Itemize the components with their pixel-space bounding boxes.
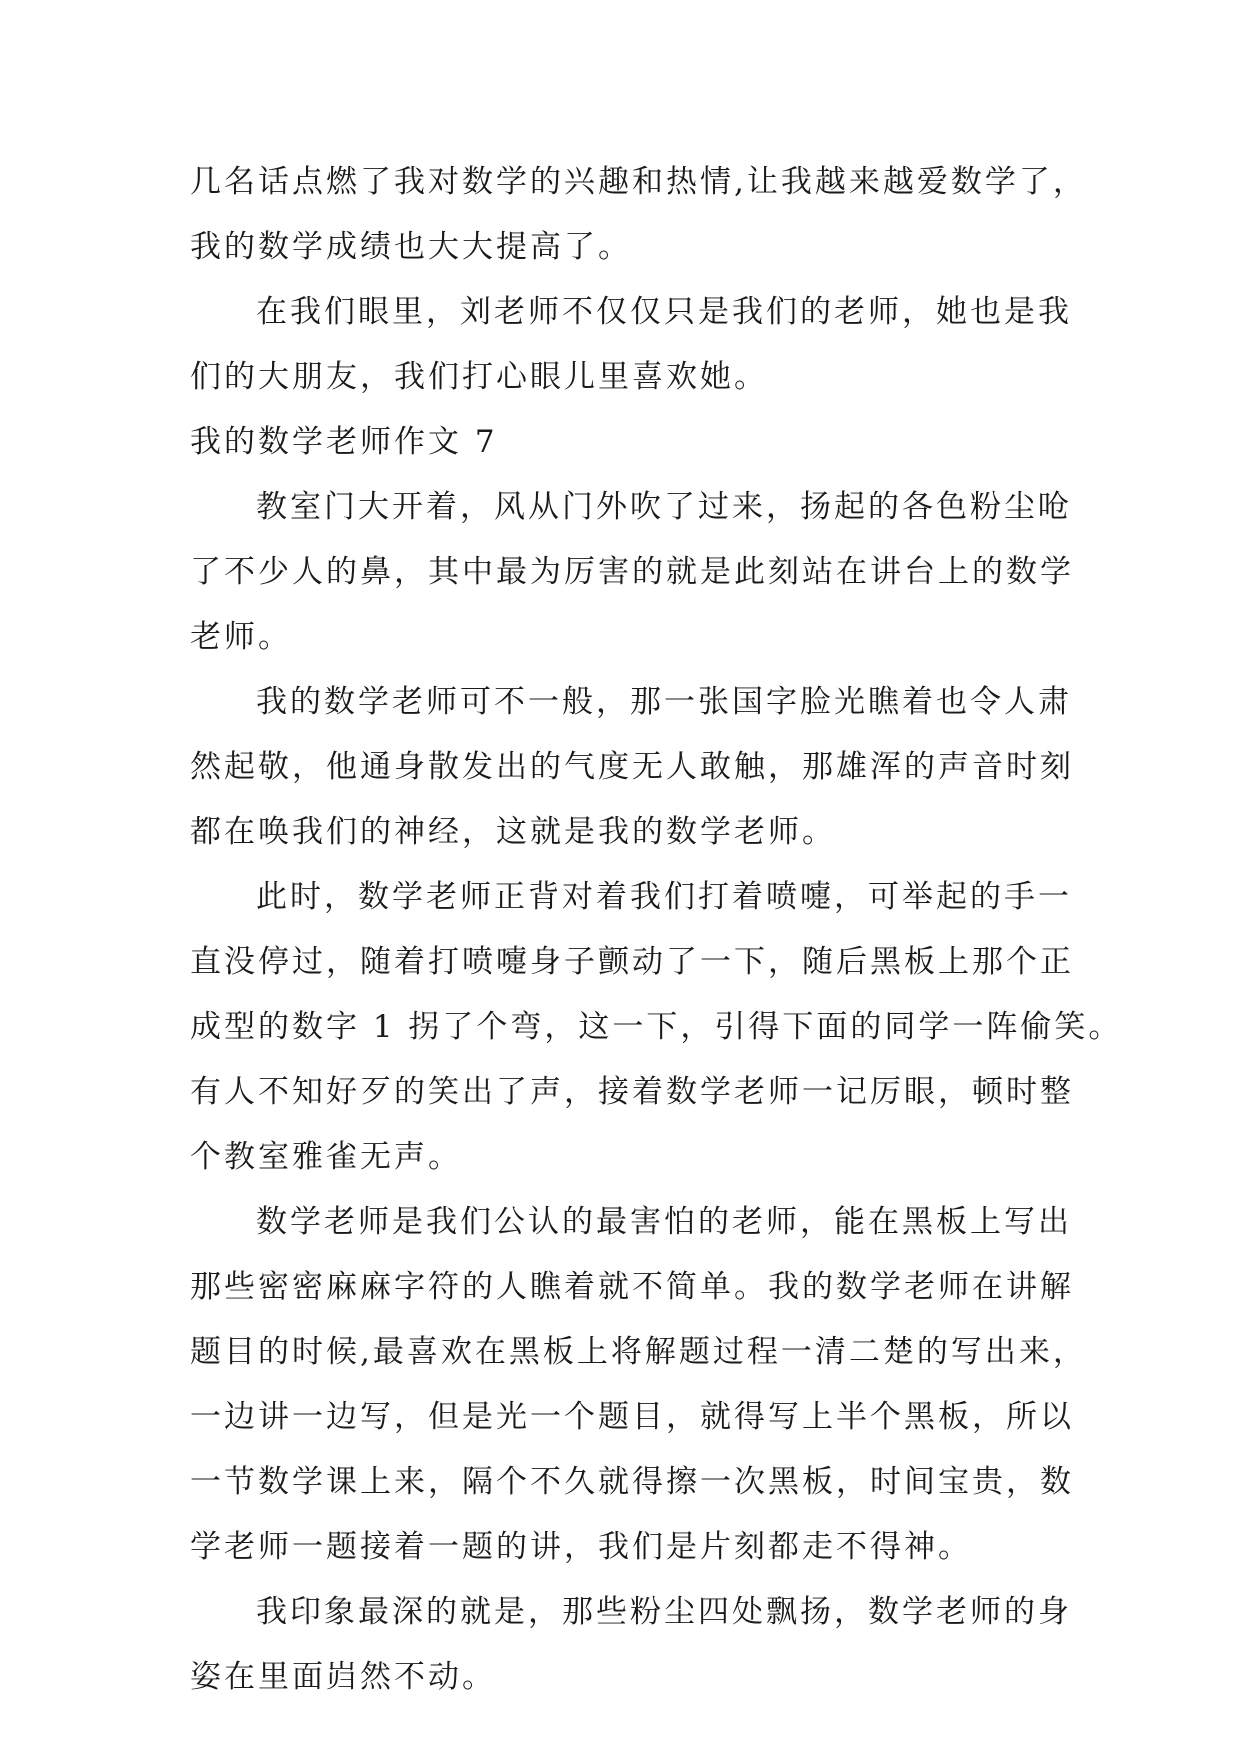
paragraph-p4 xyxy=(190,670,1090,865)
text-line: 几名话点燃了我对数学的兴趣和热情,让我越来越爱数学了， xyxy=(190,164,1087,200)
document-body xyxy=(190,150,1123,1710)
paragraph-p1 xyxy=(190,150,1090,280)
text-line: 了不少人的鼻，其中最为厉害的就是此刻站在讲台上的数学 xyxy=(190,554,1074,590)
text-line: 此时，数学老师正背对着我们打着喷嚏，可举起的手一 xyxy=(256,879,1072,915)
text-line: 我的数学老师可不一般，那一张国字脸光瞧着也令人肃 xyxy=(256,684,1072,720)
text-line: 一边讲一边写，但是光一个题目，就得写上半个黑板，所以 xyxy=(190,1399,1074,1435)
heading-line: 我的数学老师作文 7 xyxy=(190,424,498,460)
text-line: 个教室雅雀无声。 xyxy=(190,1139,462,1175)
text-line: 那些密密麻麻字符的人瞧着就不简单。我的数学老师在讲解 xyxy=(190,1269,1074,1305)
text-line: 教室门大开着，风从门外吹了过来，扬起的各色粉尘呛 xyxy=(256,489,1072,525)
text-line: 们的大朋友，我们打心眼儿里喜欢她。 xyxy=(190,359,768,395)
text-line: 在我们眼里，刘老师不仅仅只是我们的老师，她也是我 xyxy=(256,294,1072,330)
paragraph-p5 xyxy=(190,865,1123,1190)
text-line: 一节数学课上来，隔个不久就得擦一次黑板，时间宝贵，数 xyxy=(190,1464,1074,1500)
paragraph-p3 xyxy=(190,475,1090,670)
text-line: 老师。 xyxy=(190,619,292,655)
text-line: 题目的时候,最喜欢在黑板上将解题过程一清二楚的写出来， xyxy=(190,1334,1087,1370)
text-line: 我的数学成绩也大大提高了。 xyxy=(190,229,632,265)
paragraph-p7 xyxy=(190,1580,1090,1710)
text-line: 我印象最深的就是，那些粉尘四处飘扬，数学老师的身 xyxy=(256,1594,1072,1630)
text-line: 有人不知好歹的笑出了声，接着数学老师一记厉眼，顿时整 xyxy=(190,1074,1074,1110)
paragraph-p2 xyxy=(190,280,1090,410)
text-line: 成型的数字 1 拐了个弯，这一下，引得下面的同学一阵偷笑。 xyxy=(190,1009,1123,1045)
text-line: 都在唤我们的神经，这就是我的数学老师。 xyxy=(190,814,836,850)
text-line: 学老师一题接着一题的讲，我们是片刻都走不得神。 xyxy=(190,1529,972,1565)
paragraph-p6 xyxy=(190,1190,1090,1580)
text-line: 姿在里面岿然不动。 xyxy=(190,1659,496,1695)
section-heading xyxy=(190,410,1090,475)
text-line: 数学老师是我们公认的最害怕的老师，能在黑板上写出 xyxy=(256,1204,1072,1240)
text-line: 然起敬，他通身散发出的气度无人敢触，那雄浑的声音时刻 xyxy=(190,749,1074,785)
text-line: 直没停过，随着打喷嚏身子颤动了一下，随后黑板上那个正 xyxy=(190,944,1074,980)
